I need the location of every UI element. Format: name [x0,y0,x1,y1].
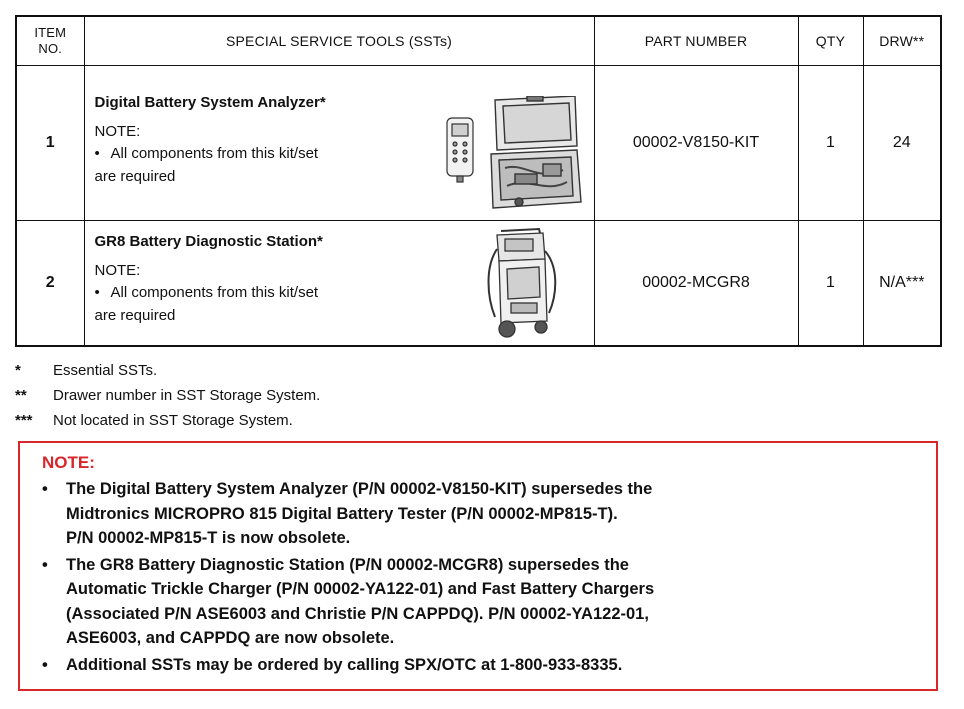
header-tools: SPECIAL SERVICE TOOLS (SSTs) [84,16,594,66]
note-item: • The Digital Battery System Analyzer (P/N 00002-V8150-KIT) supersedes the Midtronics MICROPRO 815 Digital Battery Tester (P/N 00002-MP815-T). P/N 00002-MP815-T is now obsolete. [42,480,653,547]
note-box-title: NOTE: [42,453,95,472]
header-qty: QTY [798,16,863,66]
tool-name: GR8 Battery Diagnostic Station* [94,233,323,250]
note-bullet-cont: are required [94,307,176,324]
qty: 1 [798,66,863,221]
note-label: NOTE: [94,262,141,279]
tool-name: Digital Battery System Analyzer* [94,94,326,111]
note-bullet: • All components from this kit/set [94,284,319,301]
tool-description [84,221,594,346]
note-list [42,477,912,679]
footnote: * Essential SSTs. [15,362,158,379]
battery-analyzer-kit-icon [443,96,583,211]
table-header-row [16,16,941,66]
part-number: 00002-V8150-KIT [594,66,798,221]
table-row [16,66,941,221]
qty: 1 [798,221,863,346]
footnotes [15,358,320,433]
footnote: *** Not located in SST Storage System. [15,412,293,429]
header-part-number: PART NUMBER [594,16,798,66]
note-bullet: • All components from this kit/set [94,145,319,162]
note-item: • The GR8 Battery Diagnostic Station (P/N 00002-MCGR8) supersedes the Automatic Trickle Charger (P/N 00002-YA122-01) and Fast Battery Chargers (Associated P/N ASE6003 and Christie P/N CAPPDQ). P/N 00002-YA122-01, ASE6003, and CAPPDQ are now obsolete. [42,555,655,647]
header-drw: DRW** [863,16,941,66]
part-number: 00002-MCGR8 [594,221,798,346]
item-number: 1 [16,66,84,221]
note-item: • Additional SSTs may be ordered by calling SPX/OTC at 1-800-933-8335. [42,655,623,674]
sst-table [15,15,942,347]
drawer: 24 [863,66,941,221]
item-number: 2 [16,221,84,346]
table-row [16,221,941,346]
header-item-no: ITEM NO. [16,16,84,66]
note-bullet-cont: are required [94,168,176,185]
tool-description [84,66,594,221]
diagnostic-station-cart-icon [483,227,563,339]
note-label: NOTE: [94,123,141,140]
note-box [18,441,938,691]
footnote: ** Drawer number in SST Storage System. [15,387,321,404]
drawer: N/A*** [863,221,941,346]
